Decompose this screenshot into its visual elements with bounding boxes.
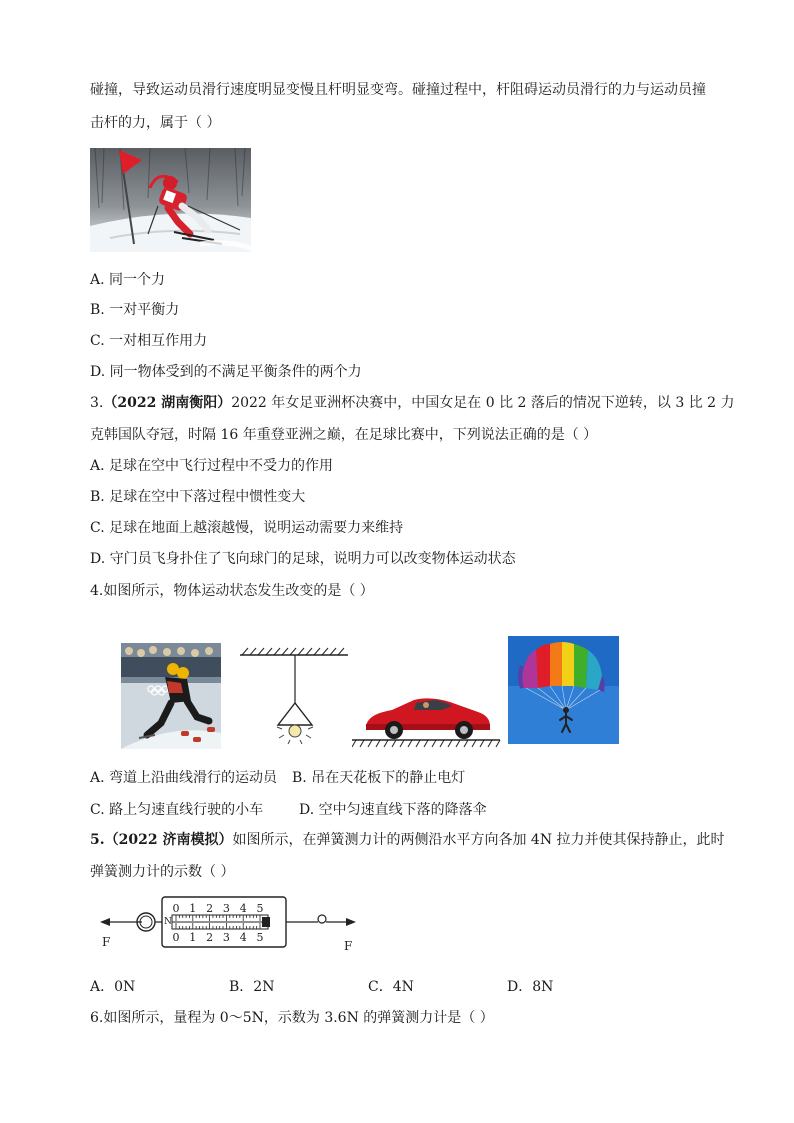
- q2-option-d: D. 同一物体受到的不满足平衡条件的两个力: [90, 364, 362, 380]
- scale-number-bottom: 3: [222, 931, 230, 944]
- q5-number: 5.: [90, 832, 105, 848]
- scale-number-top: 2: [206, 902, 214, 915]
- q3-number: 3.: [90, 395, 104, 411]
- q2-stem-line1: 碰撞，导致运动员滑行速度明显变慢且杆明显变弯。碰撞过程中，杆阻碍运动员滑行的力与运动员撞: [90, 82, 706, 98]
- q3-stem-line1: [90, 393, 735, 413]
- q3-stem-line2: 克韩国队夺冠，时隔 16 年重登亚洲之巅，在足球比赛中，下列说法正确的是（ ）: [90, 427, 598, 443]
- q3-option-d: D. 守门员飞身扑住了飞向球门的足球，说明力可以改变物体运动状态: [90, 551, 516, 567]
- scale-number-bottom: 2: [206, 931, 214, 944]
- speed-skater-image: [121, 643, 221, 749]
- scale-number-top: 1: [189, 902, 197, 915]
- q2-option-b: B. 一对平衡力: [90, 302, 180, 318]
- q2-option-a: A. 同一个力: [90, 272, 166, 288]
- q3-option-b: B. 足球在空中下落过程中惯性变大: [90, 489, 306, 505]
- q3-source: （2022 湖南衡阳）: [103, 395, 232, 411]
- q5-option-a: A．0N: [90, 979, 136, 995]
- q3-option-a: A. 足球在空中飞行过程中不受力的作用: [90, 458, 334, 474]
- q2-stem-line2: 击杆的力，属于（ ）: [90, 115, 221, 131]
- q4-option-d: D. 空中匀速直线下落的降落伞: [299, 802, 487, 818]
- q5-option-d: D．8N: [507, 979, 554, 995]
- hanging-lamp-diagram: [238, 645, 350, 745]
- q4-option-b: B. 吊在天花板下的静止电灯: [292, 770, 466, 786]
- scale-number-top: 5: [256, 902, 264, 915]
- scale-unit-label: N: [164, 917, 172, 927]
- spring-scale-diagram: [96, 892, 360, 954]
- scale-number-top: 0: [172, 902, 180, 915]
- q5-source: （2022 济南模拟）: [104, 832, 233, 848]
- force-label-right: F: [344, 939, 353, 953]
- scale-number-bottom: 1: [189, 931, 197, 944]
- q5-option-b: B．2N: [229, 979, 275, 995]
- skier-photo: [90, 148, 251, 252]
- red-car-image: [352, 690, 502, 748]
- q3-stem-text: 2022 年女足亚洲杯决赛中，中国女足在 0 比 2 落后的情况下逆转，以 3 比 2 力: [231, 395, 735, 411]
- q2-option-c: C. 一对相互作用力: [90, 333, 208, 349]
- scale-number-top: 4: [239, 902, 247, 915]
- force-label-left: F: [102, 935, 111, 949]
- q4-option-a: A. 弯道上沿曲线滑行的运动员: [90, 770, 278, 786]
- q5-stem-text: 如图所示，在弹簧测力计的两侧沿水平方向各加 4N 拉力并使其保持静止，此时: [232, 832, 725, 848]
- q5-option-c: C．4N: [368, 979, 414, 995]
- q4-option-c: C. 路上匀速直线行驶的小车: [90, 802, 264, 818]
- scale-number-top: 3: [222, 902, 230, 915]
- parachute-image: [508, 636, 619, 744]
- q5-stem-line1: [90, 830, 725, 850]
- q6-stem: 6.如图所示，量程为 0～5N，示数为 3.6N 的弹簧测力计是（ ）: [90, 1010, 494, 1026]
- q3-option-c: C. 足球在地面上越滚越慢，说明运动需要力来维持: [90, 520, 404, 536]
- scale-number-bottom: 4: [239, 931, 247, 944]
- scale-number-bottom: 5: [256, 931, 264, 944]
- q5-stem-line2: 弹簧测力计的示数（ ）: [90, 864, 235, 880]
- scale-number-bottom: 0: [172, 931, 180, 944]
- q4-stem: 4.如图所示，物体运动状态发生改变的是（ ）: [90, 583, 374, 599]
